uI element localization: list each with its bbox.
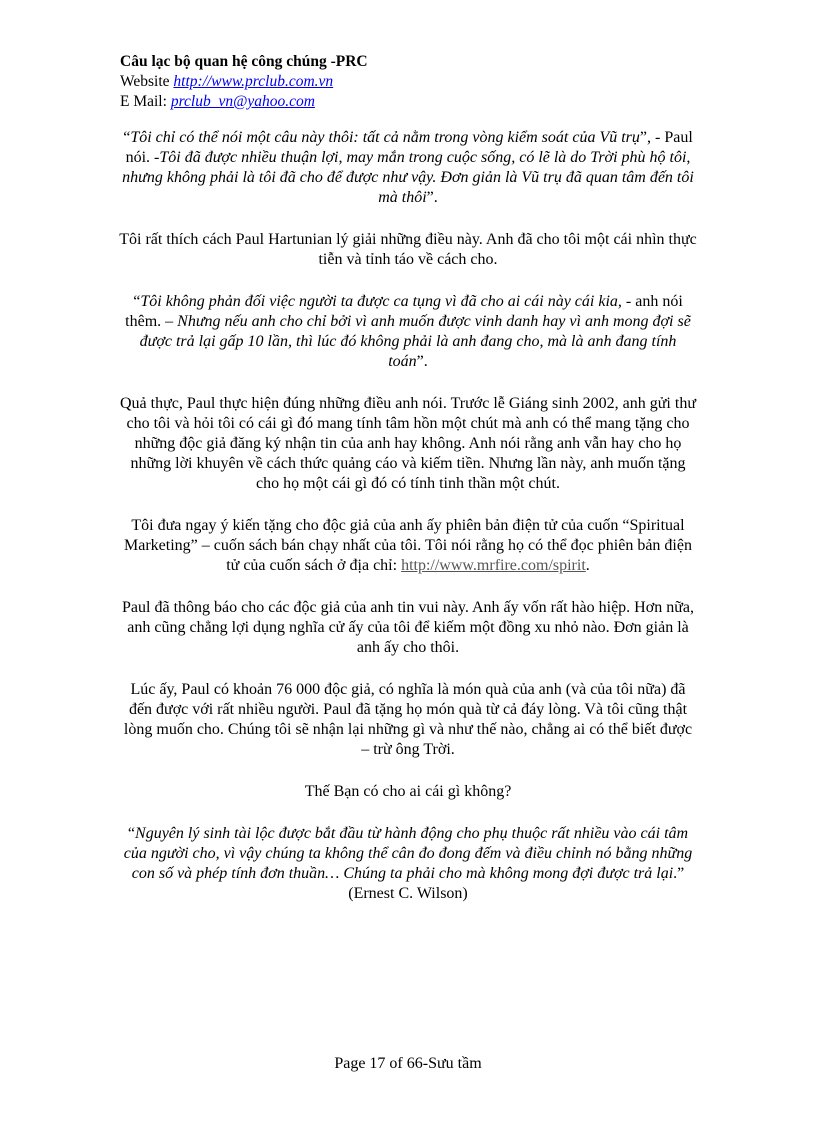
website-link[interactable]: http://www.prclub.com.vn	[173, 73, 334, 90]
website-line	[120, 72, 368, 92]
page-header	[120, 52, 368, 112]
email-line	[120, 92, 368, 112]
quote-mark: “	[133, 293, 141, 310]
italic-quote: Tôi không phản đối việc người ta được ca tụng vì đã cho ai cái này cái kia,	[140, 293, 622, 310]
plain-text: ”.	[416, 353, 428, 370]
quote-mark: “	[123, 129, 131, 146]
italic-quote: Tôi chỉ có thể nói một câu này thôi: tất cả nằm trong vòng kiểm soát của Vũ trụ	[130, 129, 640, 146]
italic-quote: Nguyên lý sinh tài lộc được bắt đầu từ hành động cho phụ thuộc rất nhiều vào cái tâm của người cho, vì vậy chúng ta không thể cân đo đong đếm và điều chỉnh nó bằng những con số và phép tính đơn thuần… Chúng ta phải cho mà không mong đợi được trả lại	[123, 825, 693, 882]
paragraph-7: Lúc ấy, Paul có khoản 76 000 độc giả, có nghĩa là món quà của anh (và của tôi nữa) đã đến được với rất nhiều người. Paul đã tặng họ món quà từ cả đáy lòng. Và tôi cũng thật lòng muốn cho. Chúng tôi sẽ nhận lại những gì và như thế nào, chẳng ai có thể biết được – trừ ông Trời.	[123, 681, 693, 758]
paragraph-8: Thế Bạn có cho ai cái gì không?	[304, 783, 512, 800]
paragraph-3	[118, 292, 698, 372]
italic-quote: Nhưng nếu anh cho chỉ bởi vì anh muốn được vinh danh hay vì anh mong đợi sẽ được trả lại gấp 10 lần, thì lúc đó không phải là anh đang cho, mà là anh đang tính toán	[139, 313, 691, 370]
website-label: Website	[120, 73, 174, 90]
email-label: E Mail:	[120, 93, 171, 110]
plain-text: ”.	[426, 189, 438, 206]
paragraph-6: Paul đã thông báo cho các độc giả của anh tin vui này. Anh ấy vốn rất hào hiệp. Hơn nữa, anh cũng chẳng lợi dụng nghĩa cử ấy của tôi để kiếm một đồng xu nhỏ nào. Đơn giản là anh ấy cho thôi.	[122, 599, 694, 656]
plain-text: .” (Ernest C. Wilson)	[348, 865, 685, 902]
page-footer: Page 17 of 66-Sưu tầm	[334, 1055, 482, 1072]
email-link[interactable]: prclub_vn@yahoo.com	[170, 93, 315, 110]
plain-text: - anh nói thêm. –	[125, 293, 683, 330]
organization-name: Câu lạc bộ quan hệ công chúng -PRC	[120, 53, 368, 70]
paragraph-2: Tôi rất thích cách Paul Hartunian lý giải những điều này. Anh đã cho tôi một cái nhìn thực tiễn và tỉnh táo về cách cho.	[119, 231, 697, 268]
paragraph-5	[118, 516, 698, 576]
plain-text: .	[585, 557, 590, 574]
paragraph-9	[118, 824, 698, 904]
document-body	[118, 128, 698, 926]
quote-mark: “	[127, 825, 136, 842]
paragraph-1	[118, 128, 698, 208]
spirit-link[interactable]: http://www.mrfire.com/spirit	[401, 557, 586, 574]
plain-text: ”, - Paul nói. -	[125, 129, 693, 166]
paragraph-4: Quả thực, Paul thực hiện đúng những điều anh nói. Trước lễ Giáng sinh 2002, anh gửi thư cho tôi và hỏi tôi có cái gì đó mang tính tâm hồn một chút mà anh có thể mang tặng cho những độc giả đăng ký nhận tin của anh hay không. Anh nói rằng anh vẫn hay cho họ những lời khuyên về cách thức quảng cáo và kiếm tiền. Nhưng lần này, anh muốn tặng cho họ một cái gì đó có tính tinh thần một chút.	[120, 395, 696, 492]
italic-quote: Tôi đã được nhiều thuận lợi, may mắn trong cuộc sống, có lẽ là do Trời phù hộ tôi, nhưng không phải là tôi đã cho để được như vậy. Đơn giản là Vũ trụ đã quan tâm đến tôi mà thôi	[122, 149, 694, 206]
plain-text: Tôi đưa ngay ý kiến tặng cho độc giả của anh ấy phiên bản điện tử của cuốn “Spiritual Marketing” – cuốn sách bán chạy nhất của tôi. Tôi nói rằng họ có thể đọc phiên bản điện tử của cuốn sách ở địa chỉ:	[124, 517, 692, 574]
